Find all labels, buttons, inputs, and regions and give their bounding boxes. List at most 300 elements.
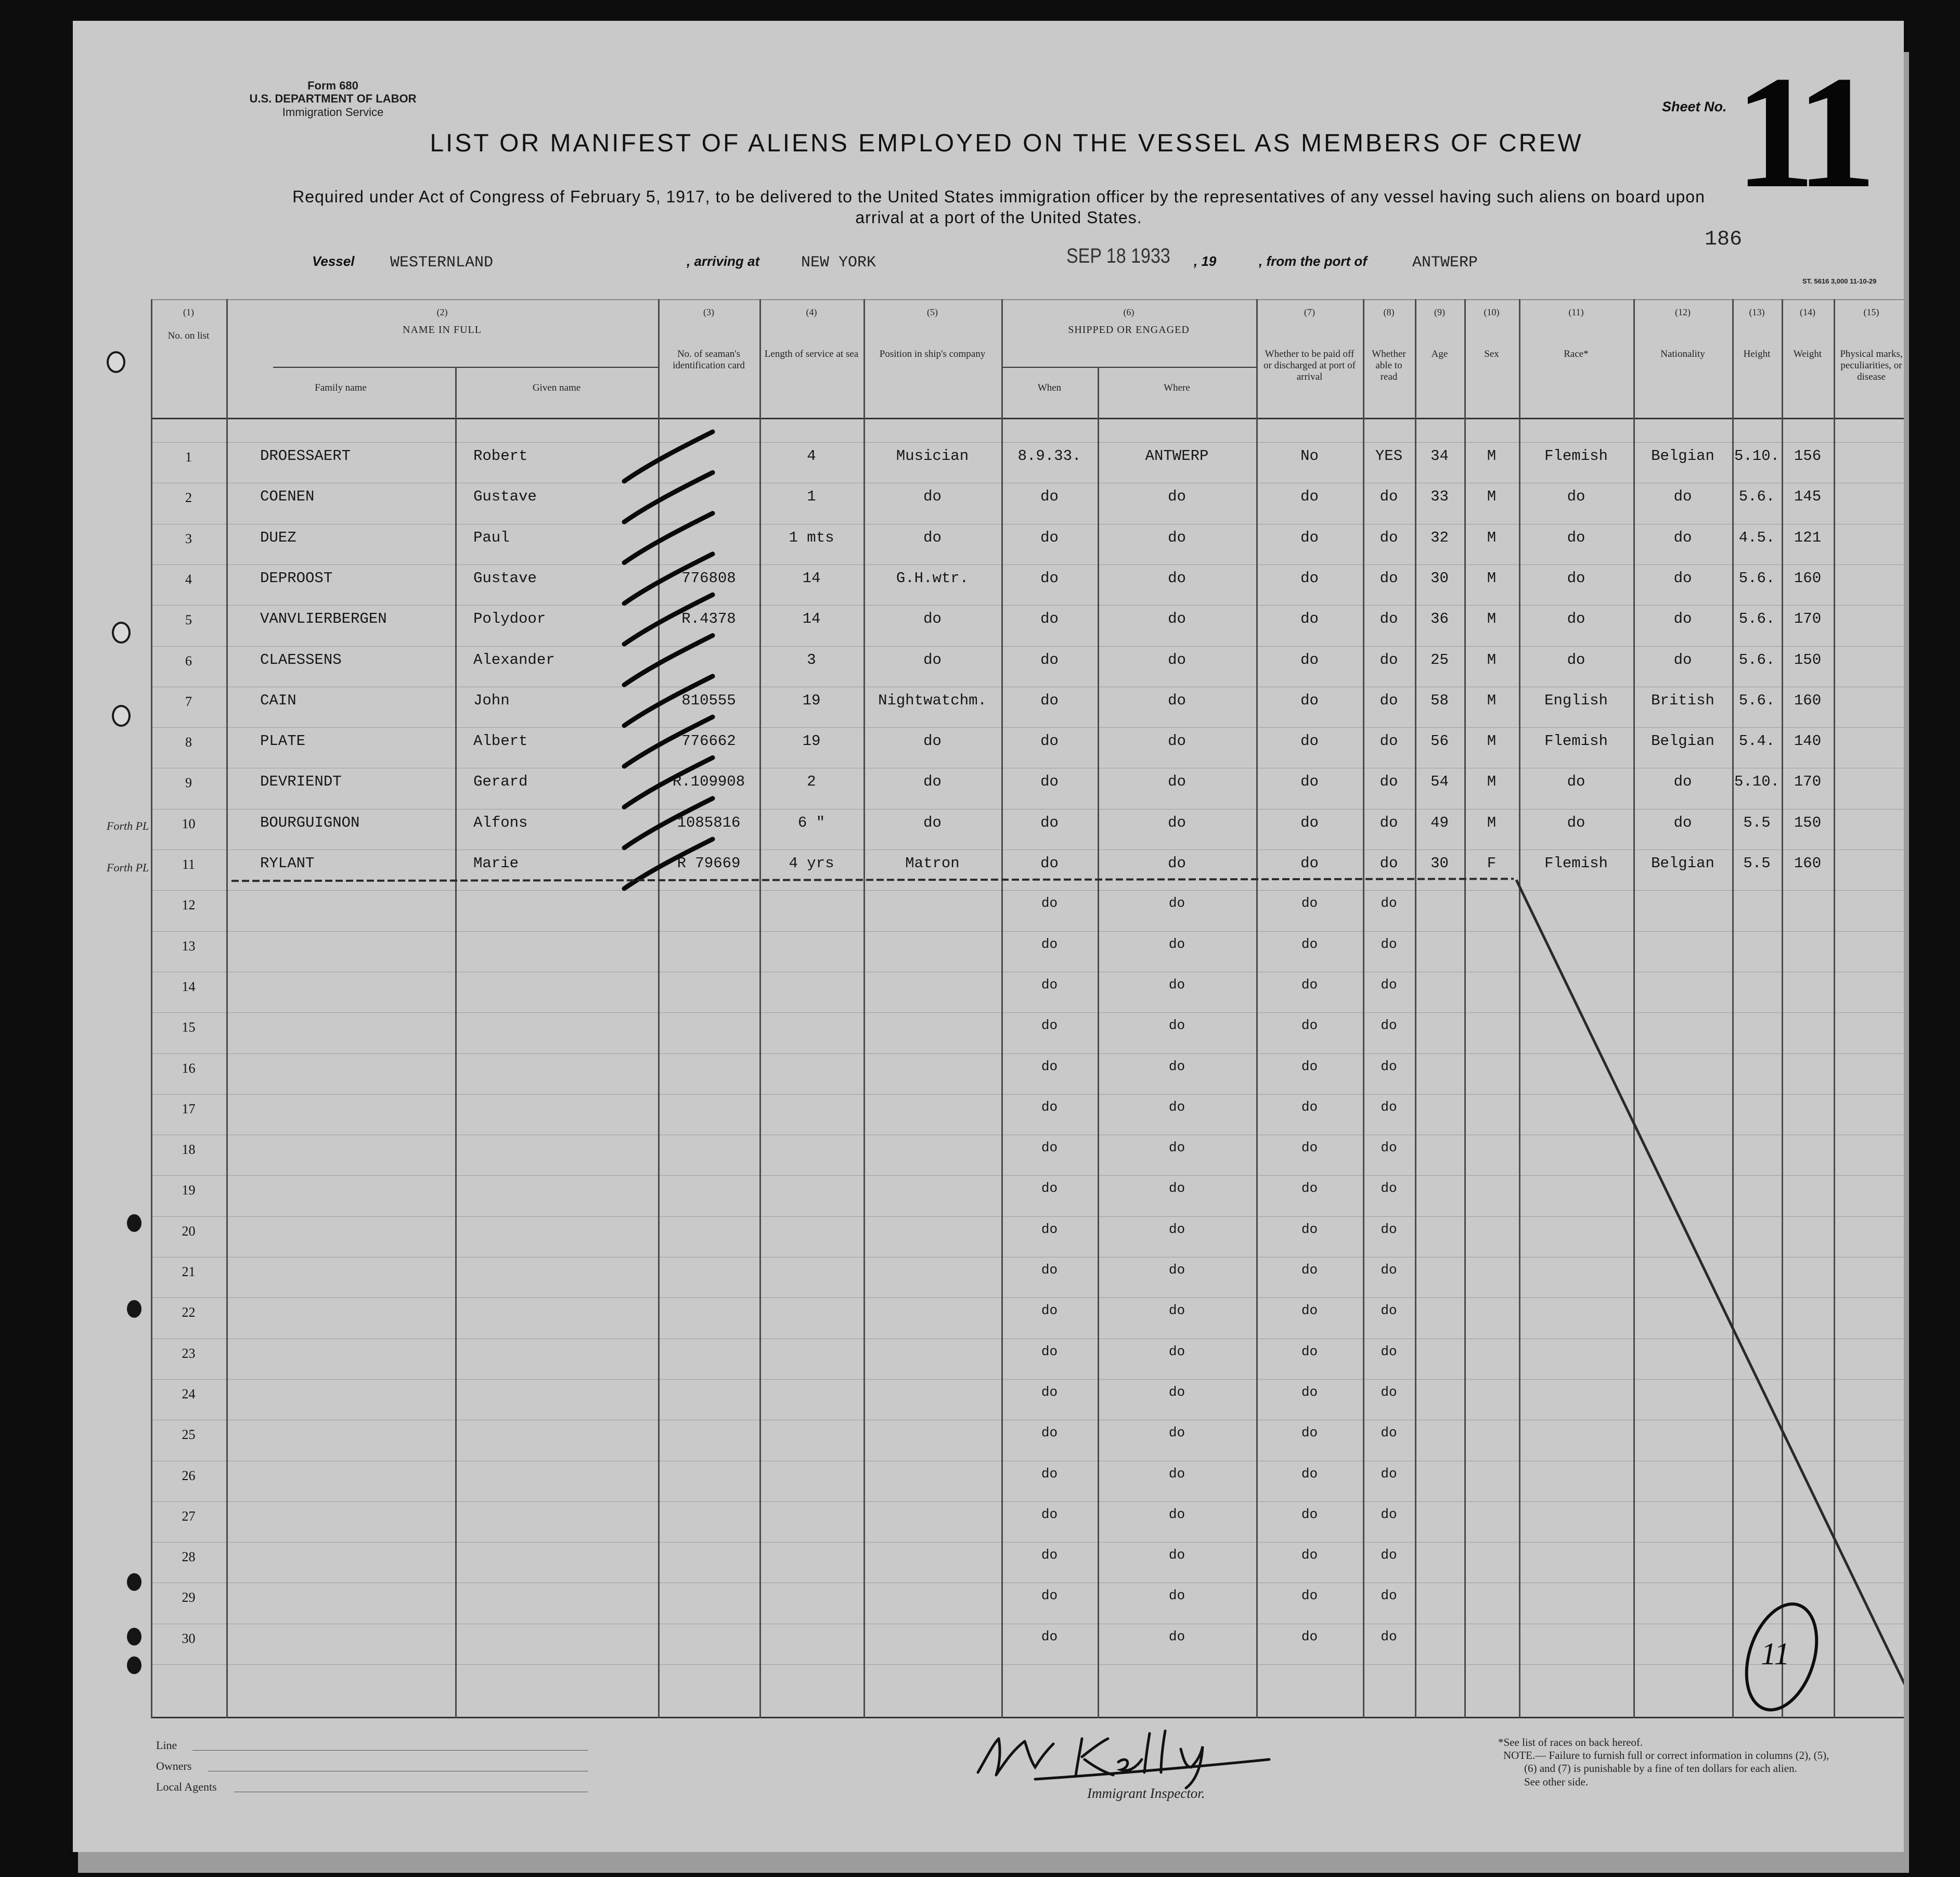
cell-given: Paul	[473, 529, 510, 546]
slash-mark	[624, 595, 713, 644]
cell-age: 49	[1430, 814, 1449, 831]
cell-height: 5.5	[1743, 855, 1771, 872]
cell-when: do	[1041, 1180, 1058, 1197]
strike-through-line	[1516, 880, 1904, 1699]
cell-height: 5.6.	[1738, 691, 1775, 709]
footer	[151, 1718, 1904, 1843]
cell-family: CAIN	[260, 691, 296, 709]
row-number: 14	[182, 979, 196, 994]
cell-race: do	[1567, 610, 1585, 628]
cell-sex: M	[1487, 610, 1497, 628]
cell-age: 36	[1430, 610, 1449, 628]
cell-nationality: Belgian	[1651, 732, 1714, 750]
cell-when: do	[1041, 1506, 1058, 1522]
cell-paid: do	[1301, 1140, 1318, 1156]
cell-where: do	[1168, 1384, 1185, 1400]
row-number: 19	[182, 1182, 196, 1198]
cell-when: do	[1040, 569, 1059, 587]
cell-where: do	[1168, 976, 1185, 993]
cell-when: do	[1041, 1018, 1058, 1034]
cell-paid: No	[1300, 447, 1319, 465]
row-number: 28	[182, 1549, 196, 1565]
row-number: 16	[182, 1060, 196, 1076]
cell-given: John	[473, 691, 510, 709]
page-number: 186	[1705, 228, 1743, 251]
cell-read: do	[1379, 651, 1398, 668]
cell-paid: do	[1301, 1588, 1318, 1604]
cell-age: 33	[1430, 488, 1449, 506]
cell-position: do	[923, 773, 942, 791]
cell-where: do	[1168, 1221, 1185, 1237]
column-header: Physical marks, peculiarities, or disease	[1840, 349, 1903, 382]
column-number: (5)	[927, 307, 938, 317]
cell-read: do	[1381, 1384, 1397, 1400]
cell-length: 1 mts	[789, 529, 834, 546]
cell-paid: do	[1301, 1547, 1318, 1563]
cell-length: 19	[802, 732, 821, 750]
cell-race: do	[1567, 651, 1585, 668]
row-number: 11	[182, 857, 196, 872]
cell-given: Marie	[473, 855, 519, 872]
cell-read: do	[1381, 1425, 1397, 1441]
cell-height: 5.6.	[1738, 488, 1775, 506]
sheet-label: Sheet No.	[1662, 99, 1727, 114]
cell-read: do	[1381, 1018, 1397, 1034]
subtitle	[229, 186, 1769, 228]
column-header: No. on list	[167, 330, 210, 341]
row-number: 3	[185, 531, 192, 546]
slash-mark	[624, 472, 713, 522]
cell-card: R 79669	[677, 855, 741, 872]
cell-paid: do	[1301, 895, 1318, 911]
cell-where: do	[1168, 1343, 1185, 1359]
cell-given: Gustave	[473, 488, 537, 506]
cell-given: Alexander	[473, 651, 555, 668]
cell-family: RYLANT	[260, 855, 315, 872]
cell-where: do	[1168, 1099, 1185, 1115]
note-races: *See list of races on back hereof.	[1498, 1736, 1643, 1749]
cell-read: do	[1379, 610, 1398, 628]
cell-age: 32	[1430, 529, 1449, 546]
row-number: 4	[185, 571, 192, 587]
cell-where: do	[1168, 610, 1186, 628]
slash-mark	[624, 757, 713, 807]
cell-weight: 170	[1794, 773, 1822, 791]
arriving-label: , arriving at	[687, 253, 760, 269]
column-header: Whether to be paid off or discharged at port of arrival	[1263, 349, 1356, 382]
cell-nationality: Belgian	[1651, 447, 1714, 465]
pencil-marks	[151, 299, 1904, 1718]
cell-nationality: do	[1673, 569, 1692, 587]
row-number: 26	[182, 1468, 196, 1483]
cell-height: 5.5	[1743, 814, 1771, 831]
cell-paid: do	[1301, 1262, 1318, 1278]
cell-read: do	[1379, 855, 1398, 872]
cell-nationality: British	[1651, 691, 1714, 709]
cell-when: do	[1041, 1465, 1058, 1482]
cell-family: DROESSAERT	[260, 447, 351, 465]
cell-race: Flemish	[1544, 855, 1608, 872]
cell-position: do	[923, 610, 942, 628]
note-penalty: NOTE.— Failure to furnish full or correct information in columns (2), (5),	[1503, 1749, 1829, 1762]
cell-position: do	[923, 529, 942, 546]
end-of-list-line	[231, 879, 1514, 881]
row-number: 17	[182, 1101, 196, 1116]
cell-position: do	[923, 732, 942, 750]
slash-mark	[624, 799, 713, 848]
cell-given: Gustave	[473, 569, 537, 587]
row-number: 29	[182, 1590, 196, 1605]
cell-where: do	[1168, 1425, 1185, 1441]
cell-paid: do	[1300, 855, 1319, 872]
cell-paid: do	[1300, 773, 1319, 791]
slash-mark	[624, 676, 713, 726]
cell-when: do	[1040, 855, 1059, 872]
cell-nationality: Belgian	[1651, 855, 1714, 872]
inspector-signature	[957, 1718, 1321, 1791]
cell-family: DUEZ	[260, 529, 296, 546]
column-header: No. of seaman's identification card	[673, 349, 745, 371]
binder-hole	[125, 1626, 144, 1648]
note-penalty-cont: (6) and (7) is punishable by a fine of ten dollars for each alien.	[1524, 1762, 1797, 1775]
cell-read: do	[1381, 1058, 1397, 1074]
cell-where: do	[1168, 1588, 1185, 1604]
slash-mark	[624, 513, 713, 563]
row-number: 24	[182, 1386, 196, 1402]
cell-when: do	[1040, 732, 1059, 750]
column-number: (10)	[1484, 307, 1500, 317]
row-number: 21	[182, 1264, 196, 1279]
cell-given: Robert	[473, 447, 528, 465]
cell-when: do	[1041, 1099, 1058, 1115]
column-subheader: Family name	[315, 382, 367, 393]
cell-paid: do	[1300, 732, 1319, 750]
note-see-other: See other side.	[1524, 1775, 1589, 1788]
cell-read: do	[1381, 1343, 1397, 1359]
cell-paid: do	[1301, 976, 1318, 993]
slash-mark	[624, 636, 713, 685]
cell-nationality: do	[1673, 651, 1692, 668]
cell-when: do	[1041, 1140, 1058, 1156]
cell-sex: M	[1487, 691, 1497, 709]
row-number: 8	[185, 735, 192, 750]
binder-hole	[125, 1654, 144, 1676]
cell-position: Musician	[896, 447, 969, 465]
cell-read: do	[1379, 488, 1398, 506]
cell-when: do	[1040, 651, 1059, 668]
cell-paid: do	[1301, 1628, 1318, 1644]
cell-when: do	[1041, 1303, 1058, 1319]
column-number: (15)	[1863, 307, 1879, 317]
column-number: (11)	[1568, 307, 1584, 317]
margin-note-1: Forth PL	[107, 819, 149, 832]
cell-weight: 160	[1794, 569, 1822, 587]
cell-position: G.H.wtr.	[896, 569, 969, 587]
cell-given: Albert	[473, 732, 528, 750]
cell-paid: do	[1300, 569, 1319, 587]
column-number: (9)	[1434, 307, 1445, 317]
cell-family: DEPROOST	[260, 569, 333, 587]
cell-where: do	[1168, 1018, 1185, 1034]
cell-when: do	[1040, 691, 1059, 709]
cell-sex: M	[1487, 773, 1497, 791]
cell-weight: 145	[1794, 488, 1822, 506]
cell-paid: do	[1301, 1221, 1318, 1237]
cell-length: 2	[807, 773, 816, 791]
cell-when: do	[1041, 1628, 1058, 1644]
cell-read: do	[1381, 1140, 1397, 1156]
cell-race: Flemish	[1544, 447, 1608, 465]
from-label: , from the port of	[1259, 253, 1367, 269]
cell-paid: do	[1300, 651, 1319, 668]
cell-when: do	[1041, 1384, 1058, 1400]
column-number: (3)	[703, 307, 714, 317]
row-number: 22	[182, 1305, 196, 1320]
cell-where: do	[1168, 1180, 1185, 1197]
cell-length: 14	[802, 610, 821, 628]
binder-hole	[112, 705, 131, 727]
row-number: 18	[182, 1142, 196, 1158]
cell-paid: do	[1300, 610, 1319, 628]
cell-race: Flemish	[1544, 732, 1608, 750]
cell-read: do	[1381, 936, 1397, 952]
row-number: 5	[185, 612, 192, 628]
cell-card: 1085816	[677, 814, 741, 831]
cell-age: 30	[1430, 855, 1449, 872]
cell-height: 5.6.	[1738, 569, 1775, 587]
cell-where: do	[1168, 814, 1186, 831]
cell-sex: M	[1487, 814, 1497, 831]
row-number: 10	[182, 816, 196, 831]
column-header: Height	[1743, 349, 1771, 359]
cell-family: PLATE	[260, 732, 306, 750]
arriving-port: NEW YORK	[801, 254, 876, 272]
cell-read: do	[1381, 1180, 1397, 1197]
cell-family: VANVLIERBERGEN	[260, 610, 387, 628]
cell-sex: M	[1487, 447, 1497, 465]
cell-read: do	[1381, 976, 1397, 993]
cell-paid: do	[1301, 1058, 1318, 1074]
cell-given: Polydoor	[473, 610, 546, 628]
margin-note-2: Forth PL	[107, 861, 149, 874]
cell-read: do	[1381, 895, 1397, 911]
column-header: NAME IN FULL	[403, 324, 482, 336]
cell-paid: do	[1301, 1099, 1318, 1115]
cell-weight: 160	[1794, 855, 1822, 872]
cell-read: do	[1381, 1506, 1397, 1522]
cell-when: do	[1041, 1343, 1058, 1359]
column-number: (14)	[1800, 307, 1815, 317]
sheet-number: 11	[1735, 43, 1866, 222]
cell-sex: F	[1487, 855, 1497, 872]
cell-card: R.109908	[672, 773, 745, 791]
column-number: (12)	[1675, 307, 1691, 317]
cell-where: do	[1168, 1140, 1185, 1156]
cell-when: do	[1041, 936, 1058, 952]
cell-read: do	[1381, 1262, 1397, 1278]
slash-mark	[624, 717, 713, 766]
cell-where: ANTWERP	[1145, 447, 1209, 465]
cell-age: 25	[1430, 651, 1449, 668]
cell-weight: 160	[1794, 691, 1822, 709]
cell-card: 776808	[681, 569, 736, 587]
row-number: 12	[182, 897, 196, 913]
column-header: Race*	[1564, 349, 1589, 359]
cell-position: Matron	[905, 855, 960, 872]
cell-read: do	[1379, 814, 1398, 831]
circled-number: 11	[1761, 1637, 1790, 1671]
cell-when: do	[1041, 1221, 1058, 1237]
cell-race: do	[1567, 569, 1585, 587]
row-number: 13	[182, 938, 196, 954]
row-number: 23	[182, 1345, 196, 1361]
footer-notes	[1498, 1736, 1904, 1789]
cell-card: 776662	[681, 732, 736, 750]
owners-label: Owners	[156, 1759, 192, 1772]
cell-paid: do	[1301, 1465, 1318, 1482]
column-number: (4)	[806, 307, 817, 317]
cell-age: 56	[1430, 732, 1449, 750]
cell-when: 8.9.33.	[1017, 447, 1081, 465]
cell-age: 30	[1430, 569, 1449, 587]
form-number: Form 680	[307, 79, 358, 92]
cell-length: 14	[802, 569, 821, 587]
cell-where: do	[1168, 1628, 1185, 1644]
cell-paid: do	[1300, 691, 1319, 709]
cell-length: 6 "	[797, 814, 826, 831]
row-number: 20	[182, 1223, 196, 1239]
cell-read: do	[1379, 569, 1398, 587]
cell-height: 5.6.	[1738, 610, 1775, 628]
subtitle-line-2: arrival at a port of the United States.	[855, 208, 1142, 227]
cell-sex: M	[1487, 529, 1497, 546]
slash-mark	[624, 554, 713, 603]
cell-age: 34	[1430, 447, 1449, 465]
cell-nationality: do	[1673, 529, 1692, 546]
column-header: Sex	[1484, 349, 1499, 359]
cell-paid: do	[1301, 1384, 1318, 1400]
column-header: Nationality	[1660, 349, 1705, 359]
cell-read: do	[1381, 1465, 1397, 1482]
cell-when: do	[1040, 610, 1059, 628]
row-number: 25	[182, 1427, 196, 1443]
from-port: ANTWERP	[1412, 254, 1478, 272]
service: Immigration Service	[282, 105, 384, 119]
cell-where: do	[1168, 488, 1186, 506]
binder-hole	[107, 351, 125, 373]
cell-given: Alfons	[473, 814, 528, 831]
cell-weight: 121	[1794, 529, 1822, 546]
form-code: ST. 5616 3,000 11-10-29	[1802, 277, 1877, 285]
cell-where: do	[1168, 936, 1185, 952]
cell-card: 810555	[681, 691, 736, 709]
cell-family: COENEN	[260, 488, 315, 506]
cell-paid: do	[1300, 488, 1319, 506]
column-header: Position in ship's company	[879, 349, 986, 359]
cell-where: do	[1168, 529, 1186, 546]
column-header: Whether able to read	[1372, 349, 1406, 382]
row-number: 27	[182, 1508, 196, 1524]
cell-read: do	[1379, 732, 1398, 750]
cell-length: 4	[807, 447, 816, 465]
binder-hole	[125, 1571, 144, 1593]
cell-read: do	[1381, 1628, 1397, 1644]
vessel-label: Vessel	[312, 253, 355, 269]
cell-length: 3	[807, 651, 816, 668]
cell-paid: do	[1301, 936, 1318, 952]
cell-when: do	[1040, 529, 1059, 546]
cell-given: Gerard	[473, 773, 528, 791]
cell-when: do	[1040, 814, 1059, 831]
column-header: Length of service at sea	[764, 349, 859, 359]
row-number: 2	[185, 490, 192, 506]
cell-paid: do	[1300, 529, 1319, 546]
binder-hole	[112, 622, 131, 644]
manifest-sheet	[73, 21, 1904, 1852]
cell-height: 5.6.	[1738, 651, 1775, 668]
column-header: Age	[1431, 349, 1448, 359]
cell-where: do	[1168, 1506, 1185, 1522]
cell-weight: 140	[1794, 732, 1822, 750]
column-subheader: Where	[1164, 382, 1190, 393]
row-number: 15	[182, 1020, 196, 1035]
cell-when: do	[1040, 488, 1059, 506]
column-number: (2)	[436, 307, 448, 317]
cell-when: do	[1041, 895, 1058, 911]
cell-paid: do	[1301, 1018, 1318, 1034]
cell-when: do	[1040, 773, 1059, 791]
cell-nationality: do	[1673, 488, 1692, 506]
column-subheader: When	[1037, 382, 1062, 393]
cell-where: do	[1168, 651, 1186, 668]
cell-read: do	[1379, 691, 1398, 709]
cell-nationality: do	[1673, 814, 1692, 831]
cell-position: do	[923, 488, 942, 506]
year-label: , 19	[1194, 253, 1217, 269]
cell-sex: M	[1487, 488, 1497, 506]
cell-age: 58	[1430, 691, 1449, 709]
row-number: 7	[185, 693, 192, 709]
cell-when: do	[1041, 1058, 1058, 1074]
cell-read: do	[1381, 1588, 1397, 1604]
cell-paid: do	[1300, 814, 1319, 831]
cell-where: do	[1168, 1465, 1185, 1482]
cell-paid: do	[1301, 1425, 1318, 1441]
cell-read: do	[1381, 1221, 1397, 1237]
cell-length: 4 yrs	[789, 855, 834, 872]
cell-when: do	[1041, 1588, 1058, 1604]
binder-hole	[125, 1298, 144, 1320]
cell-sex: M	[1487, 569, 1497, 587]
cell-weight: 156	[1794, 447, 1822, 465]
row-number: 9	[185, 775, 192, 791]
cell-read: do	[1381, 1099, 1397, 1115]
cell-height: 5.10.	[1734, 447, 1780, 465]
cell-when: do	[1041, 1425, 1058, 1441]
cell-where: do	[1168, 1262, 1185, 1278]
cell-paid: do	[1301, 1343, 1318, 1359]
column-header: SHIPPED OR ENGAGED	[1068, 324, 1190, 336]
row-number: 6	[185, 653, 192, 668]
cell-where: do	[1168, 691, 1186, 709]
column-number: (1)	[183, 307, 194, 317]
cell-when: do	[1041, 1262, 1058, 1278]
cell-read: do	[1381, 1547, 1397, 1563]
cell-read: do	[1379, 773, 1398, 791]
local-agents-label: Local Agents	[156, 1780, 217, 1793]
cell-when: do	[1041, 1547, 1058, 1563]
cell-nationality: do	[1673, 773, 1692, 791]
